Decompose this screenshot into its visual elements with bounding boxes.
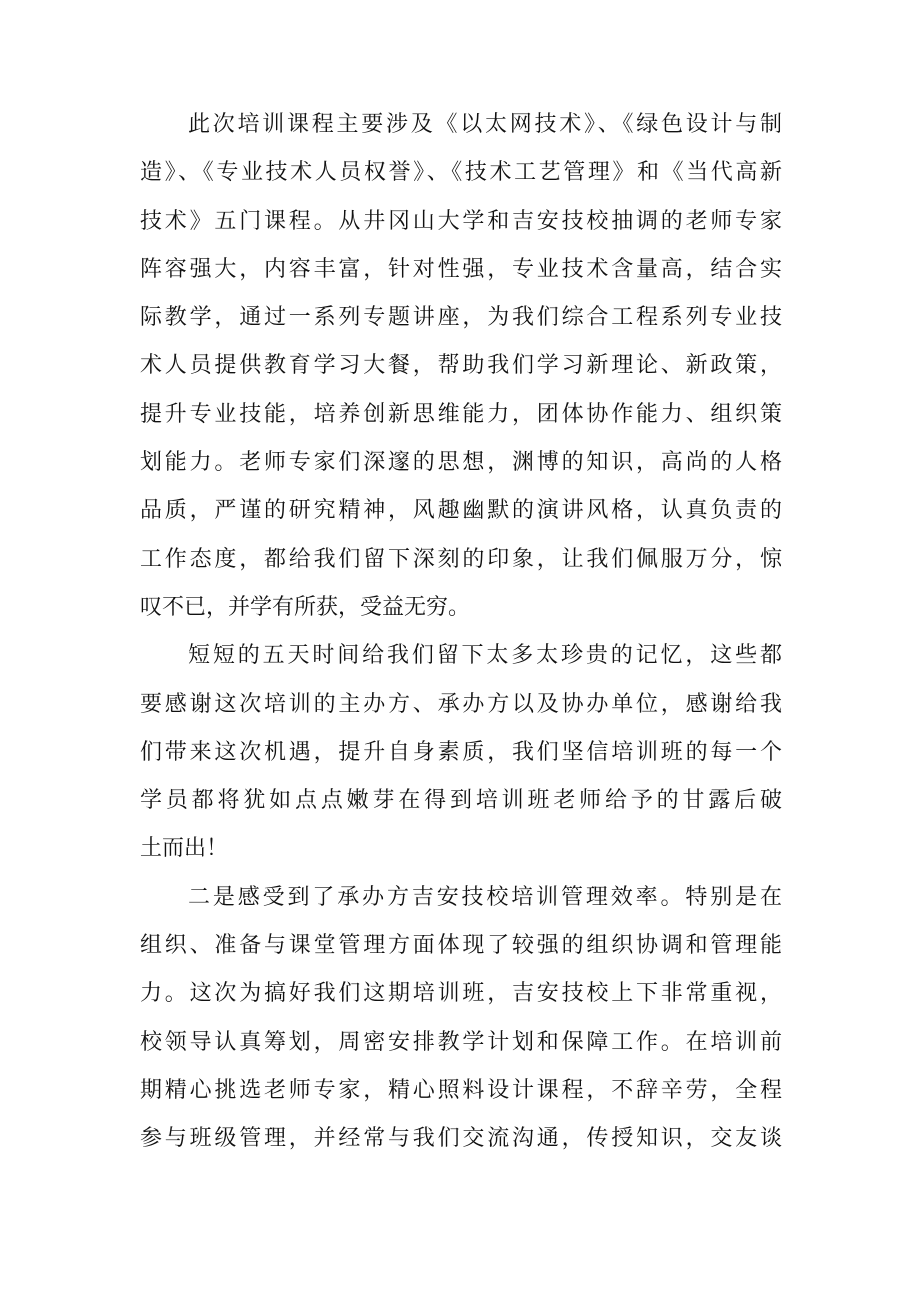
paragraph-2 [140, 632, 782, 873]
text-line: 际教学，通过一系列专题讲座，为我们综合工程系列专业技 [140, 305, 782, 331]
text-line: 术人员提供教育学习大餐，帮助我们学习新理论、新政策， [140, 353, 782, 379]
text-line: 要感谢这次培训的主办方、承办方以及协办单位，感谢给我 [140, 691, 782, 717]
text-line: 们带来这次机遇，提升自身素质，我们坚信培训班的每一个 [140, 739, 782, 765]
text-line: 技术》五门课程。从井冈山大学和吉安技校抽调的老师专家 [140, 208, 782, 234]
text-line: 工作态度，都给我们留下深刻的印象，让我们佩服万分，惊 [140, 546, 782, 572]
text-line: 品质，严谨的研究精神，风趣幽默的演讲风格，认真负责的 [140, 498, 782, 524]
text-line: 阵容强大，内容丰富，针对性强，专业技术含量高，结合实 [140, 256, 782, 282]
text-line: 组织、准备与课堂管理方面体现了较强的组织协调和管理能 [140, 933, 782, 959]
text-line: 土而出！ [140, 836, 229, 862]
text-line: 提升专业技能，培养创新思维能力，团体协作能力、组织策 [140, 401, 782, 427]
text-line: 参与班级管理，并经常与我们交流沟通，传授知识，交友谈 [140, 1126, 782, 1152]
text-line: 造》、《专业技术人员权誉》、《技术工艺管理》和《当代高新 [140, 160, 782, 186]
text-line: 校领导认真筹划，周密安排教学计划和保障工作。在培训前 [140, 1029, 782, 1055]
paragraph-1 [140, 101, 782, 632]
text-line: 二是感受到了承办方吉安技校培训管理效率。特别是在 [188, 884, 782, 910]
document-body [140, 101, 782, 1164]
text-line: 学员都将犹如点点嫩芽在得到培训班老师给予的甘露后破 [140, 788, 782, 814]
text-line: 此次培训课程主要涉及《以太网技术》、《绿色设计与制 [188, 112, 782, 137]
paragraph-3 [140, 874, 782, 1164]
text-line: 期精心挑选老师专家，精心照料设计课程，不辞辛劳，全程 [140, 1077, 782, 1103]
text-line: 短短的五天时间给我们留下太多太珍贵的记忆，这些都 [188, 643, 782, 669]
text-line: 划能力。老师专家们深邃的思想，渊博的知识，高尚的人格 [140, 450, 782, 476]
text-line: 力。这次为搞好我们这期培训班，吉安技校上下非常重视， [140, 981, 782, 1007]
text-line: 叹不已，并学有所获，受益无穷。 [140, 594, 471, 620]
